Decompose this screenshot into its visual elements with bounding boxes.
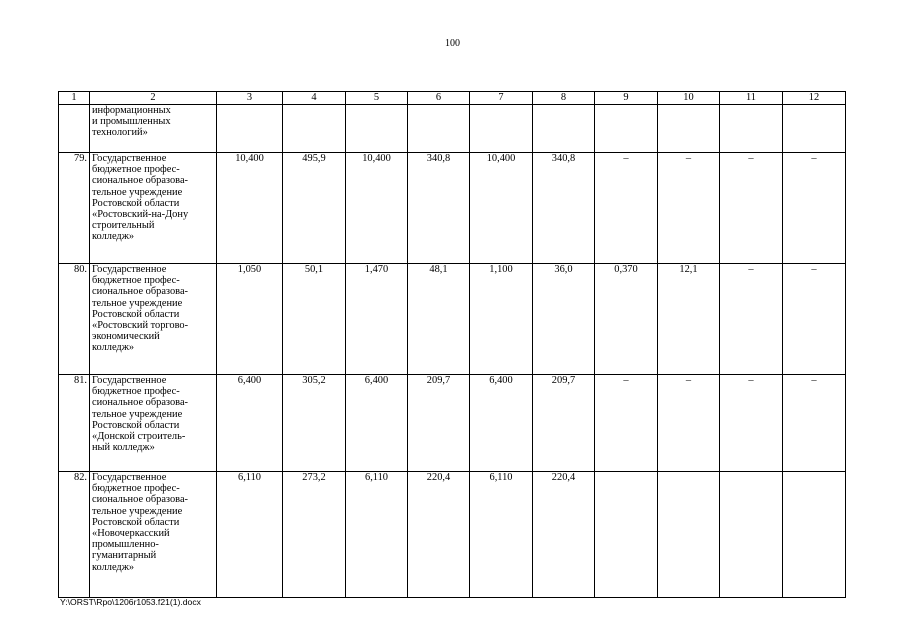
value-cell: 10,400 — [217, 153, 283, 264]
header-cell: 4 — [283, 92, 346, 105]
value-cell: 273,2 — [283, 472, 346, 598]
name-line: Государственное — [92, 375, 167, 386]
value-cell: 1,100 — [470, 264, 533, 375]
name-line: бюджетное профес- — [92, 275, 180, 287]
name-line: и промышленных — [92, 116, 171, 128]
name-line: «Ростовский торгово- — [92, 320, 189, 332]
row-number — [59, 105, 90, 153]
value-cell: 36,0 — [533, 264, 595, 375]
value-cell — [720, 472, 783, 598]
row-number: 79. — [59, 153, 90, 264]
value-cell: – — [720, 375, 783, 472]
name-line: бюджетное профес- — [92, 483, 180, 495]
name-line: Государственное — [92, 264, 167, 275]
value-cell: 10,400 — [470, 153, 533, 264]
value-cell: – — [783, 264, 846, 375]
name-line: колледж» — [92, 561, 135, 573]
table-row — [59, 105, 846, 153]
name-line: сиональное образова- — [92, 397, 189, 409]
institution-name — [90, 153, 217, 264]
name-line: тельное учреждение — [92, 297, 183, 309]
value-cell: 6,110 — [217, 472, 283, 598]
value-cell — [470, 105, 533, 153]
name-line: гуманитарный — [92, 550, 157, 562]
value-cell: 340,8 — [533, 153, 595, 264]
header-cell: 6 — [408, 92, 470, 105]
name-line: технологий» — [92, 127, 148, 139]
file-path-footer: Y:\ORST\Rpo\1206r1053.f21(1).docx — [60, 597, 201, 607]
data-table — [58, 91, 846, 598]
value-cell: 6,400 — [217, 375, 283, 472]
header-cell: 7 — [470, 92, 533, 105]
header-cell: 3 — [217, 92, 283, 105]
row-number: 80. — [59, 264, 90, 375]
row-number: 81. — [59, 375, 90, 472]
name-line: экономический — [92, 331, 160, 343]
name-line: промышленно- — [92, 539, 159, 551]
value-cell: 220,4 — [408, 472, 470, 598]
table-row — [59, 375, 846, 472]
value-cell — [346, 105, 408, 153]
name-line: Ростовской области — [92, 419, 180, 431]
header-cell: 5 — [346, 92, 408, 105]
name-line: Ростовской области — [92, 308, 180, 320]
value-cell — [658, 472, 720, 598]
value-cell: – — [783, 153, 846, 264]
header-cell: 11 — [720, 92, 783, 105]
name-line: строительный — [92, 220, 155, 232]
name-line: Ростовской области — [92, 516, 180, 528]
institution-name — [90, 264, 217, 375]
value-cell: – — [595, 153, 658, 264]
institution-name — [90, 105, 217, 153]
row-number: 82. — [59, 472, 90, 598]
table-row — [59, 264, 846, 375]
institution-name — [90, 375, 217, 472]
value-cell: 495,9 — [283, 153, 346, 264]
name-line: бюджетное профес- — [92, 164, 180, 176]
value-cell: 6,400 — [470, 375, 533, 472]
value-cell: 220,4 — [533, 472, 595, 598]
name-line: ный колледж» — [92, 442, 155, 454]
value-cell: – — [658, 375, 720, 472]
header-row — [59, 92, 846, 105]
value-cell: – — [720, 153, 783, 264]
name-line: тельное учреждение — [92, 505, 183, 517]
value-cell — [783, 472, 846, 598]
name-line: тельное учреждение — [92, 408, 183, 420]
name-line: «Ростовский-на-Дону — [92, 209, 189, 221]
name-line: сиональное образова- — [92, 494, 189, 506]
value-cell: 10,400 — [346, 153, 408, 264]
value-cell: 50,1 — [283, 264, 346, 375]
value-cell: 48,1 — [408, 264, 470, 375]
value-cell: 6,110 — [470, 472, 533, 598]
table-row — [59, 153, 846, 264]
value-cell: 6,400 — [346, 375, 408, 472]
value-cell — [595, 472, 658, 598]
value-cell — [720, 105, 783, 153]
value-cell: 209,7 — [408, 375, 470, 472]
institution-name — [90, 472, 217, 598]
header-cell: 8 — [533, 92, 595, 105]
name-line: бюджетное профес- — [92, 386, 180, 398]
name-line: «Донской строитель- — [92, 431, 186, 443]
name-line: «Новочеркасский — [92, 528, 170, 540]
name-line: сиональное образова- — [92, 175, 189, 187]
value-cell: 0,370 — [595, 264, 658, 375]
value-cell: 1,050 — [217, 264, 283, 375]
value-cell: 209,7 — [533, 375, 595, 472]
value-cell: 305,2 — [283, 375, 346, 472]
table-row — [59, 472, 846, 598]
value-cell — [217, 105, 283, 153]
name-line: колледж» — [92, 231, 135, 243]
name-line: Государственное — [92, 153, 167, 164]
name-line: сиональное образова- — [92, 286, 189, 298]
page-number: 100 — [445, 38, 460, 49]
value-cell — [408, 105, 470, 153]
value-cell: 12,1 — [658, 264, 720, 375]
name-line: колледж» — [92, 342, 135, 354]
name-line: информационных — [92, 105, 171, 116]
header-cell: 1 — [59, 92, 90, 105]
header-cell: 9 — [595, 92, 658, 105]
header-cell: 12 — [783, 92, 846, 105]
name-line: тельное учреждение — [92, 186, 183, 198]
value-cell: – — [595, 375, 658, 472]
value-cell: – — [783, 375, 846, 472]
name-line: Ростовской области — [92, 197, 180, 209]
value-cell — [533, 105, 595, 153]
value-cell: 340,8 — [408, 153, 470, 264]
value-cell — [783, 105, 846, 153]
header-cell: 10 — [658, 92, 720, 105]
value-cell — [595, 105, 658, 153]
value-cell: – — [658, 153, 720, 264]
name-line: Государственное — [92, 472, 167, 483]
value-cell — [283, 105, 346, 153]
value-cell: 1,470 — [346, 264, 408, 375]
value-cell — [658, 105, 720, 153]
value-cell: – — [720, 264, 783, 375]
header-cell: 2 — [90, 92, 217, 105]
value-cell: 6,110 — [346, 472, 408, 598]
